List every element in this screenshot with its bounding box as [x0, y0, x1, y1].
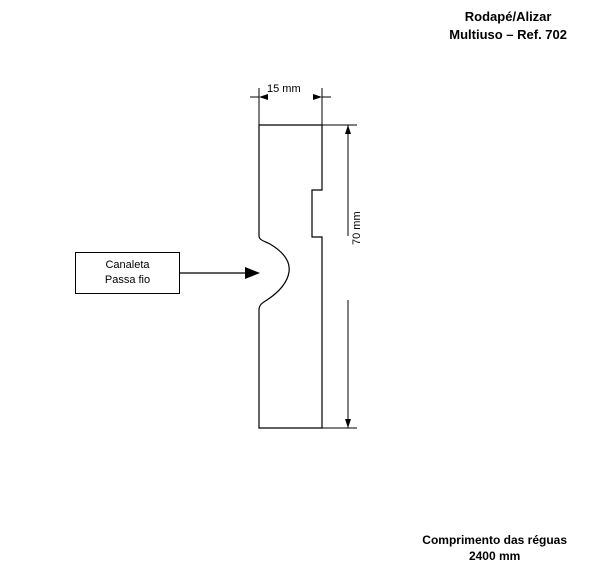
height-dimension: [322, 125, 357, 428]
callout-arrowhead: [245, 267, 260, 279]
callout-line-1: Canaleta: [105, 259, 150, 271]
footer-block: [422, 532, 567, 564]
title-line-1: Rodapé/Alizar: [464, 9, 552, 24]
baseboard-profile-outline: [259, 125, 322, 428]
callout-box: [75, 252, 180, 294]
width-dimension-label: 15 mm: [267, 83, 301, 95]
footer-line-1: Comprimento das réguas: [422, 533, 567, 547]
footer-line-2: 2400 mm: [468, 549, 521, 563]
height-dimension-label: 70 mm: [351, 211, 363, 245]
callout-line-2: Passa fio: [104, 274, 151, 286]
title-line-2: Multiuso – Ref. 702: [449, 27, 567, 42]
